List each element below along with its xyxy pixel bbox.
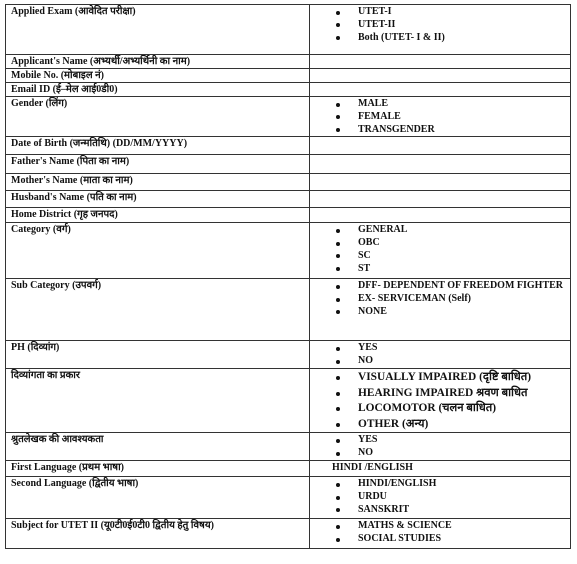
field-label-applicant-name: Applicant's Name (अभ्यर्थी/अभ्यर्थिनी का नाम): [6, 55, 310, 69]
field-label-ph: PH (दिव्यांग): [6, 341, 310, 369]
table-row: [6, 174, 571, 191]
table-row: [6, 519, 571, 549]
field-options-utet2-subject[interactable]: [310, 519, 571, 549]
field-options-disability-type[interactable]: [310, 369, 571, 433]
option-item[interactable]: VISUALLY IMPAIRED (दृष्टि बाधित): [332, 370, 566, 386]
table-row: [6, 191, 571, 208]
table-row: [6, 477, 571, 519]
field-label-second-language: Second Language (द्वितीय भाषा): [6, 477, 310, 519]
field-label-email: Email ID (ई–मेल आई0डी0): [6, 83, 310, 97]
field-options-sub-category[interactable]: [310, 279, 571, 341]
option-item[interactable]: LOCOMOTOR (चलन बाधित): [332, 401, 566, 417]
option-item[interactable]: NO: [332, 355, 566, 368]
table-row: [6, 208, 571, 223]
field-label-home-district: Home District (गृह जनपद): [6, 208, 310, 223]
table-row: [6, 155, 571, 174]
option-item[interactable]: HEARING IMPAIRED श्रवण बाधित: [332, 386, 566, 402]
table-row: [6, 461, 571, 477]
option-item[interactable]: DFF- DEPENDENT OF FREEDOM FIGHTER: [332, 280, 566, 293]
table-row: [6, 341, 571, 369]
option-item[interactable]: NONE: [332, 306, 566, 319]
field-options-scribe-required[interactable]: [310, 433, 571, 461]
field-label-father-name: Father's Name (पिता का नाम): [6, 155, 310, 174]
table-row: [6, 223, 571, 279]
field-options-category[interactable]: [310, 223, 571, 279]
option-item[interactable]: GENERAL: [332, 224, 566, 237]
field-options-second-language[interactable]: [310, 477, 571, 519]
field-label-category: Category (वर्ग): [6, 223, 310, 279]
option-item[interactable]: SC: [332, 250, 566, 263]
option-item[interactable]: UTET-II: [332, 19, 566, 32]
field-options-ph[interactable]: [310, 341, 571, 369]
field-label-utet2-subject: Subject for UTET II (यू0टी0ई0टी0 द्वितीय हेतु विषय): [6, 519, 310, 549]
table-row: [6, 433, 571, 461]
application-form-table: [5, 4, 571, 549]
field-options-gender[interactable]: [310, 97, 571, 137]
field-label-applied-exam: Applied Exam (आवेदित परीक्षा): [6, 5, 310, 55]
table-row: [6, 369, 571, 433]
option-item[interactable]: OBC: [332, 237, 566, 250]
option-item[interactable]: MATHS & SCIENCE: [332, 520, 566, 533]
field-label-mobile: Mobile No. (मोबाइल नं): [6, 69, 310, 83]
option-item[interactable]: UTET-I: [332, 6, 566, 19]
field-value-first-language: HINDI /ENGLISH: [310, 461, 571, 477]
field-options-applied-exam[interactable]: [310, 5, 571, 55]
table-row: [6, 83, 571, 97]
field-input-email[interactable]: [310, 83, 571, 97]
field-input-father-name[interactable]: [310, 155, 571, 174]
table-row: [6, 97, 571, 137]
option-item[interactable]: SANSKRIT: [332, 504, 566, 517]
option-item[interactable]: NO: [332, 447, 566, 460]
field-input-husband-name[interactable]: [310, 191, 571, 208]
field-label-gender: Gender (लिंग): [6, 97, 310, 137]
table-row: [6, 279, 571, 341]
field-label-first-language: First Language (प्रथम भाषा): [6, 461, 310, 477]
field-input-home-district[interactable]: [310, 208, 571, 223]
option-item[interactable]: YES: [332, 342, 566, 355]
option-item[interactable]: YES: [332, 434, 566, 447]
option-item[interactable]: SOCIAL STUDIES: [332, 533, 566, 546]
field-label-scribe-required: श्रुतलेखक की आवश्यकता: [6, 433, 310, 461]
option-item[interactable]: ST: [332, 263, 566, 276]
option-item[interactable]: FEMALE: [332, 111, 566, 124]
option-item[interactable]: MALE: [332, 98, 566, 111]
field-label-husband-name: Husband's Name (पति का नाम): [6, 191, 310, 208]
field-label-dob: Date of Birth (जन्मतिथि) (DD/MM/YYYY): [6, 137, 310, 155]
field-input-mother-name[interactable]: [310, 174, 571, 191]
option-item[interactable]: OTHER (अन्य): [332, 417, 566, 433]
table-row: [6, 137, 571, 155]
option-item[interactable]: HINDI/ENGLISH: [332, 478, 566, 491]
field-input-applicant-name[interactable]: [310, 55, 571, 69]
table-row: [6, 69, 571, 83]
option-item[interactable]: URDU: [332, 491, 566, 504]
field-label-sub-category: Sub Category (उपवर्ग): [6, 279, 310, 341]
field-label-disability-type: दिव्यांगता का प्रकार: [6, 369, 310, 433]
table-row: [6, 5, 571, 55]
option-item[interactable]: Both (UTET- I & II): [332, 32, 566, 45]
field-input-dob[interactable]: [310, 137, 571, 155]
table-row: [6, 55, 571, 69]
option-item[interactable]: EX- SERVICEMAN (Self): [332, 293, 566, 306]
option-item[interactable]: TRANSGENDER: [332, 124, 566, 137]
field-label-mother-name: Mother's Name (माता का नाम): [6, 174, 310, 191]
field-input-mobile[interactable]: [310, 69, 571, 83]
